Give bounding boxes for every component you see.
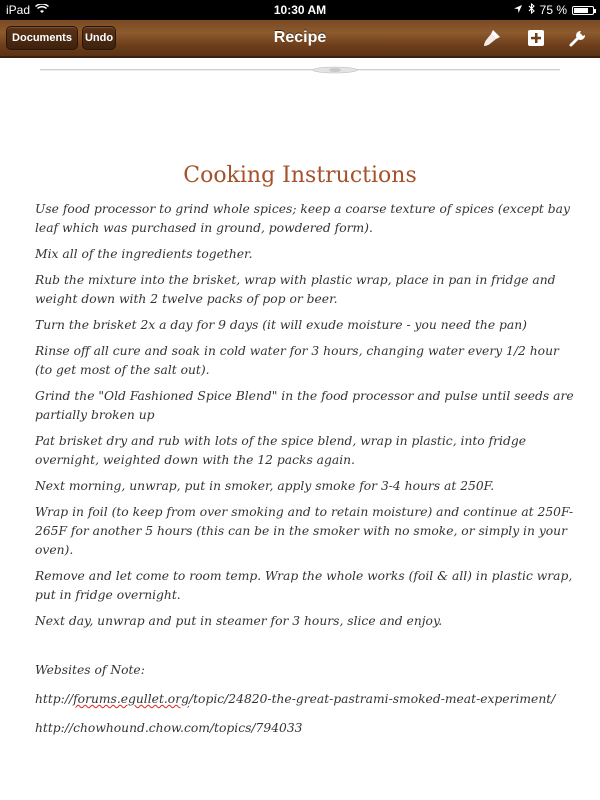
url1-spellcheck: forums.egullet.org bbox=[73, 692, 189, 706]
status-time: 10:30 AM bbox=[273, 3, 327, 17]
ornament-icon bbox=[310, 66, 360, 74]
undo-button[interactable]: Undo bbox=[82, 26, 116, 50]
divider-line bbox=[40, 69, 560, 71]
status-right bbox=[513, 3, 594, 17]
website-link-1[interactable] bbox=[35, 690, 575, 709]
status-left bbox=[6, 3, 49, 17]
page-heading: Cooking Instructions bbox=[183, 163, 417, 188]
websites-heading: Websites of Note: bbox=[35, 663, 145, 677]
url1-prefix: http:// bbox=[35, 692, 74, 706]
step-5: Rinse off all cure and soak in cold water for 3 hours, changing water every 1/2 hour (to get most of the salt out). bbox=[35, 344, 559, 377]
step-7: Pat brisket dry and rub with lots of the spice blend, wrap in plastic, into fridge overnight, weighted down with the 12 packs again. bbox=[35, 434, 526, 467]
step-6: Grind the "Old Fashioned Spice Blend" in the food processor and pulse until seeds are partially broken up bbox=[35, 389, 574, 422]
step-9: Wrap in foil (to keep from over smoking and to retain moisture) and continue at 250F-265F for another 5 hours (this can be in the smoker with no smoke, or simply in your oven). bbox=[35, 505, 574, 557]
step-2: Mix all of the ingredients together. bbox=[35, 247, 253, 261]
brush-icon[interactable] bbox=[480, 26, 504, 50]
step-10: Remove and let come to room temp. Wrap the whole works (foil & all) in plastic wrap, put in fridge overnight. bbox=[35, 569, 573, 602]
step-11: Next day, unwrap and put in steamer for 3 hours, slice and enjoy. bbox=[35, 614, 443, 628]
step-8: Next morning, unwrap, put in smoker, apply smoke for 3-4 hours at 250F. bbox=[35, 479, 495, 493]
document-body[interactable] bbox=[35, 200, 575, 748]
wifi-icon bbox=[35, 3, 49, 17]
document-title: Recipe bbox=[273, 29, 327, 46]
toolbar bbox=[0, 20, 600, 58]
add-icon[interactable] bbox=[524, 26, 548, 50]
location-icon bbox=[513, 3, 523, 17]
device-label: iPad bbox=[6, 3, 31, 17]
ornamental-divider bbox=[40, 66, 560, 74]
documents-button[interactable]: Documents bbox=[6, 26, 78, 50]
step-3: Rub the mixture into the brisket, wrap with plastic wrap, place in pan in fridge and weight down with 2 twelve packs of pop or beer. bbox=[35, 273, 556, 306]
status-bar bbox=[0, 0, 600, 20]
battery-percent: 75 % bbox=[539, 3, 567, 17]
battery-level bbox=[574, 8, 588, 13]
website-link-2[interactable]: http://chowhound.chow.com/topics/794033 bbox=[35, 721, 303, 735]
step-4: Turn the brisket 2x a day for 9 days (it will exude moisture - you need the pan) bbox=[35, 318, 527, 332]
wrench-icon[interactable] bbox=[566, 26, 590, 50]
step-1: Use food processor to grind whole spices; keep a coarse texture of spices (except bay leaf which was purchased in ground, powdered form). bbox=[35, 202, 570, 235]
url1-rest: /topic/24820-the-great-pastrami-smoked-meat-experiment/ bbox=[188, 692, 556, 706]
bluetooth-icon bbox=[528, 3, 535, 17]
battery-icon bbox=[572, 6, 594, 15]
